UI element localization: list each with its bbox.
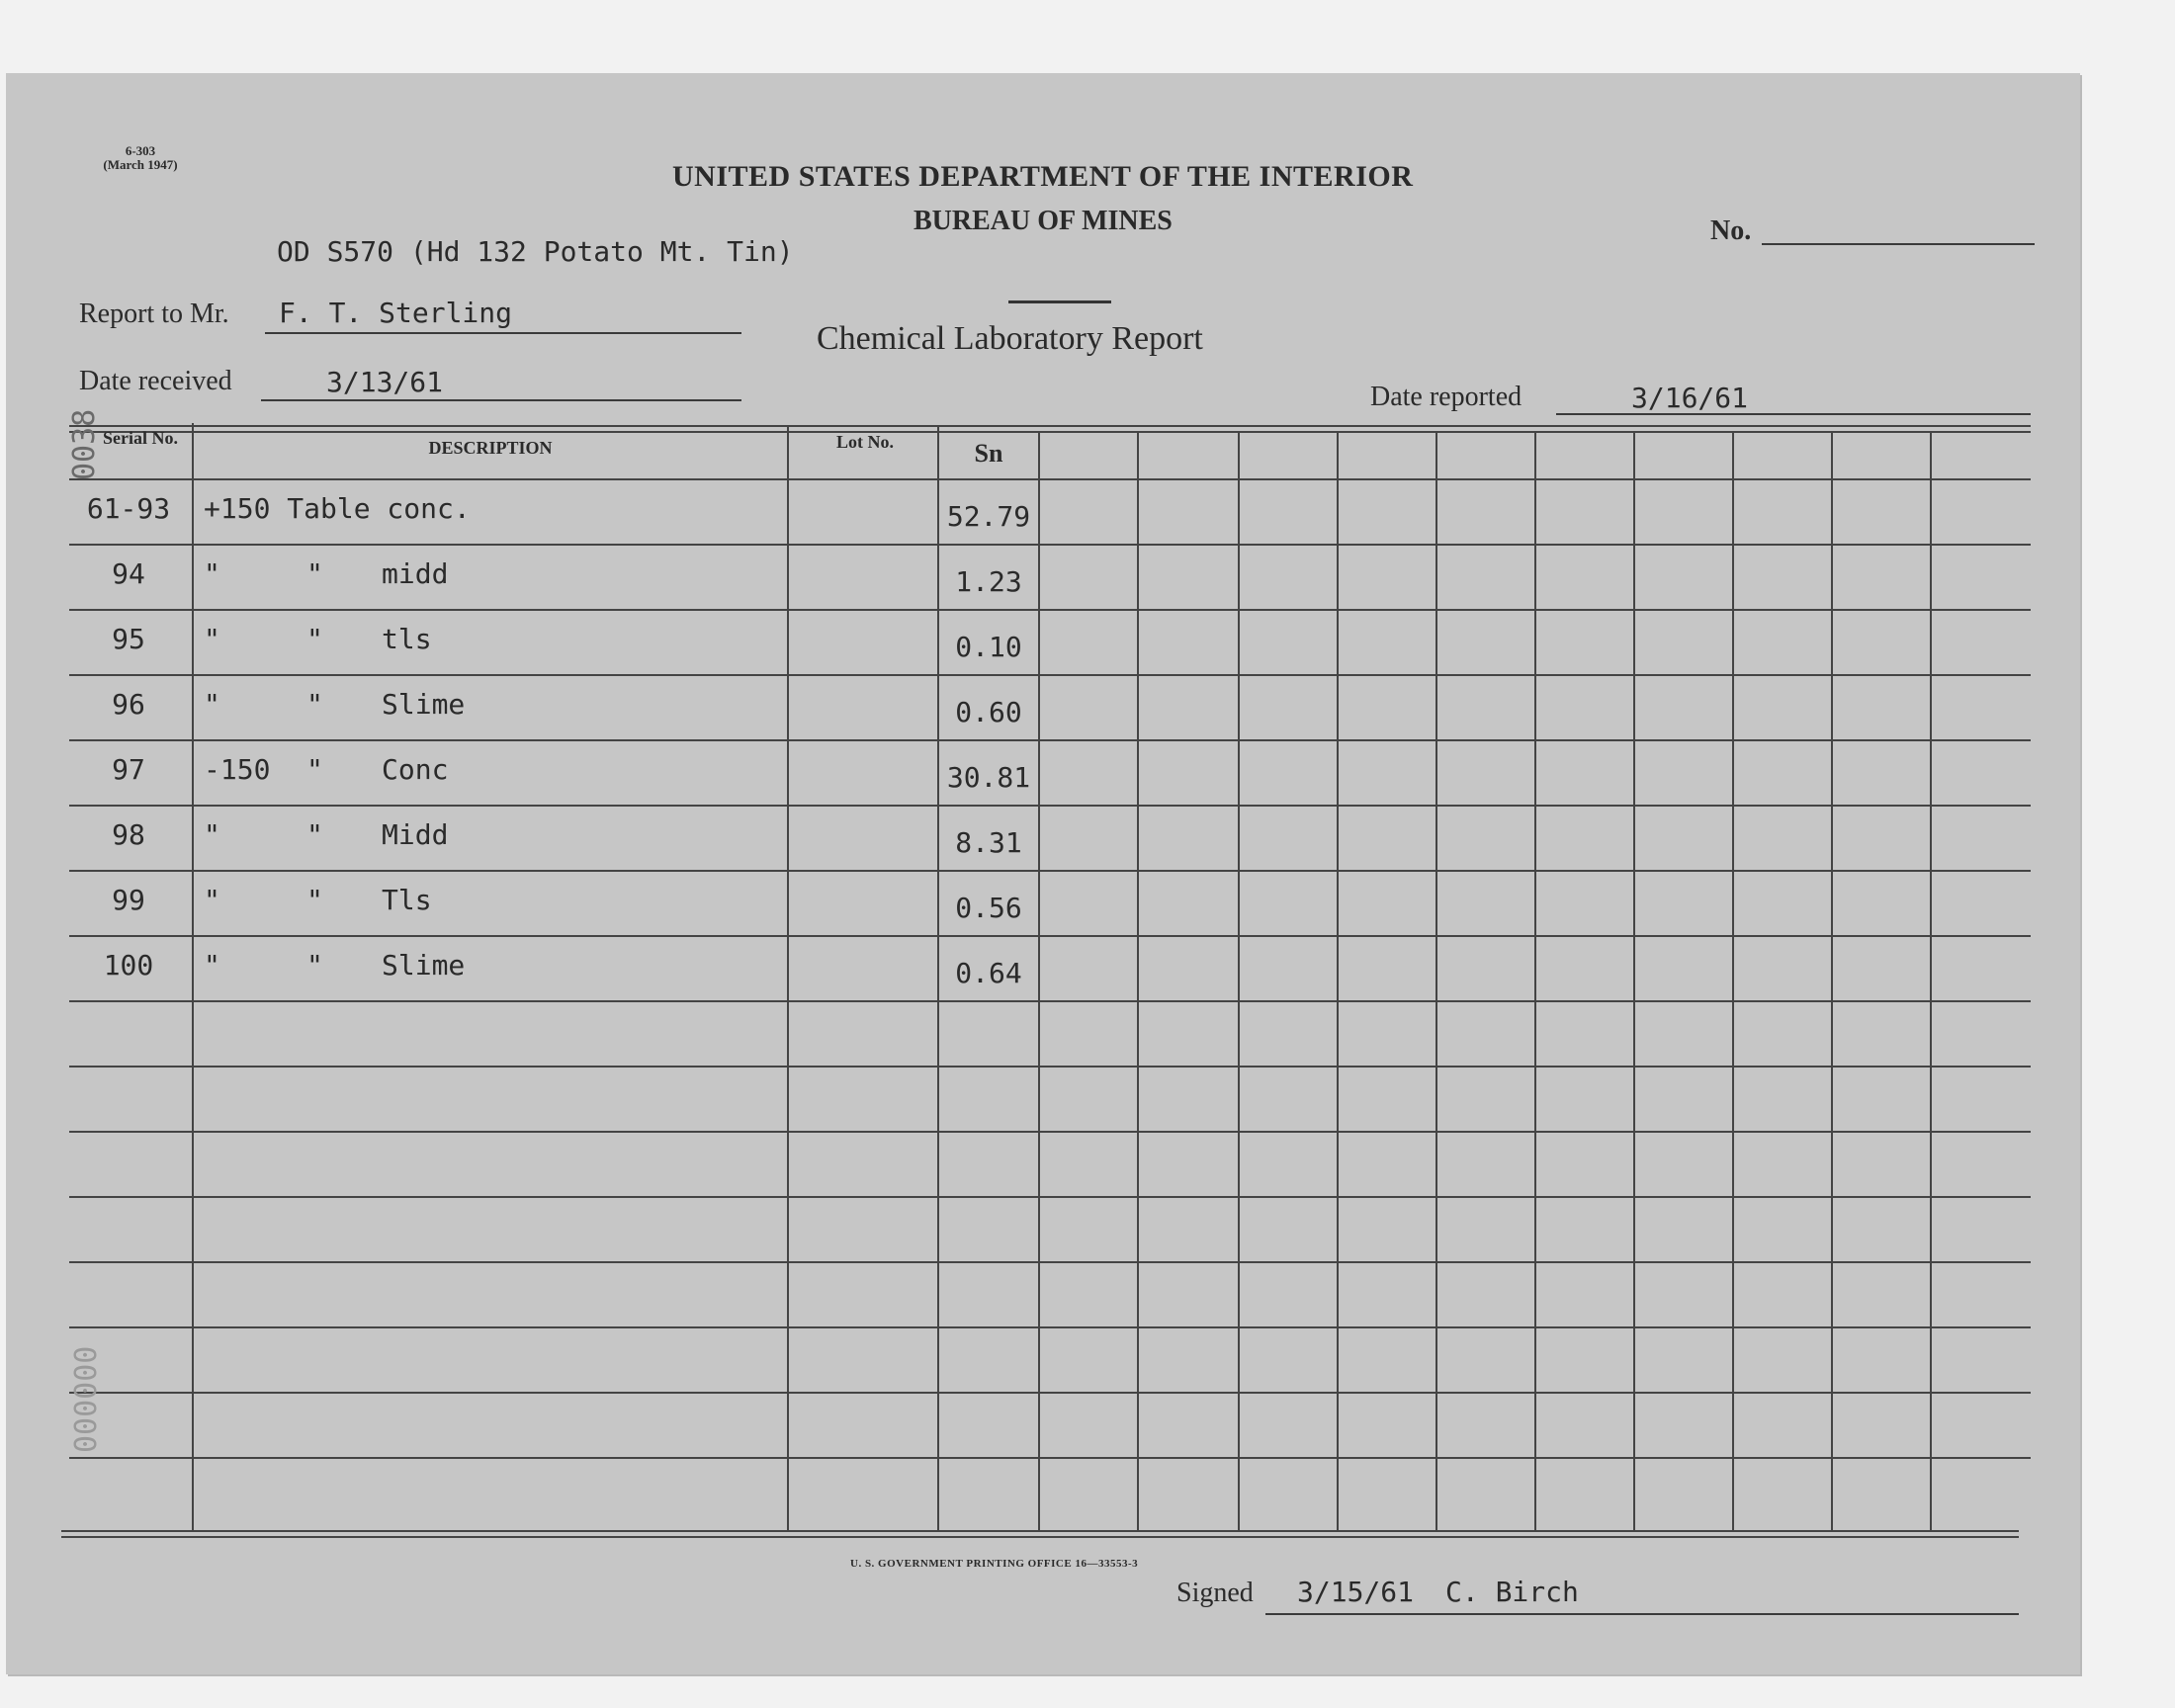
description-cell-b: " (306, 818, 323, 851)
signed-line (1265, 1613, 2019, 1615)
margin-stamp-top: 0038 (67, 408, 102, 480)
table-bottom-rule (61, 1530, 2019, 1532)
description-cell-c: Slime (382, 949, 466, 982)
description-cell-a: " (204, 688, 220, 721)
form-number (71, 144, 210, 172)
date-received-line (261, 399, 741, 401)
sn-header: Sn (974, 439, 1003, 468)
table-bottom-rule-2 (61, 1536, 2019, 1538)
row-line (69, 478, 2031, 480)
serial-cell: 97 (112, 753, 145, 786)
serial-cell: 96 (112, 688, 145, 721)
table-top-rule (69, 425, 2031, 427)
description-cell-b: " (306, 753, 323, 786)
row-line (69, 1392, 2031, 1394)
row-line (69, 870, 2031, 872)
description-cell-b: " (306, 623, 323, 655)
department-title: UNITED STATES DEPARTMENT OF THE INTERIOR (672, 160, 1414, 193)
col-line (1732, 431, 1734, 1532)
col-line (1930, 431, 1932, 1532)
sn-cell: 0.56 (955, 892, 1022, 924)
description-cell-b: " (306, 884, 323, 916)
row-line (69, 674, 2031, 676)
row-line (69, 1131, 2031, 1133)
col-line (192, 423, 194, 1532)
col-line (1038, 431, 1040, 1532)
report-to-value: F. T. Sterling (279, 297, 513, 329)
description-cell-b: " (306, 688, 323, 721)
serial-cell: 94 (112, 557, 145, 590)
col-line (1831, 431, 1833, 1532)
description-cell-c: Tls (382, 884, 432, 916)
lot-no-header: Lot No. (836, 432, 894, 452)
description-cell-a: " (204, 884, 220, 916)
report-title: Chemical Laboratory Report (817, 320, 1203, 357)
description-cell-c: Slime (382, 688, 466, 721)
margin-stamp-bottom: 000000 (69, 1345, 104, 1453)
serial-cell: 95 (112, 623, 145, 655)
number-label: No. (1710, 215, 1752, 246)
date-reported-line (1556, 413, 2031, 415)
description-cell-c: Conc (382, 753, 449, 786)
row-line (69, 805, 2031, 807)
report-to-line (265, 332, 741, 334)
reference-line: OD S570 (Hd 132 Potato Mt. Tin) (277, 235, 794, 268)
form-number-code: 6-303 (125, 143, 156, 158)
row-line (69, 935, 2031, 937)
description-cell-a: -150 (204, 753, 271, 786)
col-line (1238, 431, 1240, 1532)
serial-cell: 98 (112, 818, 145, 851)
sn-cell: 1.23 (955, 565, 1022, 598)
description-header: DESCRIPTION (428, 438, 553, 458)
col-line (787, 427, 789, 1532)
serial-cell: 100 (103, 949, 154, 982)
row-line (69, 1000, 2031, 1002)
date-received-value: 3/13/61 (326, 366, 444, 398)
signed-date: 3/15/61 (1297, 1576, 1415, 1608)
serial-cell: 61-93 (86, 492, 171, 525)
sn-cell: 8.31 (955, 826, 1022, 859)
sn-cell: 52.79 (946, 500, 1031, 533)
description-cell-a: " (204, 949, 220, 982)
table-top-rule-2 (69, 431, 2031, 433)
row-line (69, 1196, 2031, 1198)
form-number-edition: (March 1947) (103, 157, 178, 172)
signed-name: C. Birch (1445, 1576, 1579, 1608)
description-cell-b: " (306, 949, 323, 982)
date-reported-value: 3/16/61 (1631, 382, 1749, 414)
description-cell-a: " (204, 818, 220, 851)
row-line (69, 609, 2031, 611)
title-rule (1008, 300, 1111, 303)
col-line (1534, 431, 1536, 1532)
description-cell-a: " (204, 557, 220, 590)
description-cell-c: tls (382, 623, 432, 655)
row-line (69, 1261, 2031, 1263)
date-received-label: Date received (79, 366, 232, 396)
sn-cell: 0.10 (955, 631, 1022, 663)
serial-cell: 99 (112, 884, 145, 916)
date-reported-label: Date reported (1370, 382, 1522, 412)
bureau-title: BUREAU OF MINES (914, 206, 1173, 236)
row-line (69, 544, 2031, 546)
description-cell-c: midd (382, 557, 449, 590)
sn-cell: 0.64 (955, 957, 1022, 989)
row-line (69, 1326, 2031, 1328)
col-line (1337, 431, 1339, 1532)
report-to-label: Report to Mr. (79, 299, 229, 329)
col-line (1137, 431, 1139, 1532)
sn-cell: 30.81 (946, 761, 1031, 794)
description-cell: +150 Table conc. (204, 492, 471, 525)
description-cell-b: " (306, 557, 323, 590)
printer-credit: U. S. GOVERNMENT PRINTING OFFICE 16—33553-3 (850, 1558, 1139, 1570)
sn-cell: 0.60 (955, 696, 1022, 728)
col-line (1436, 431, 1437, 1532)
serial-no-header: Serial No. (103, 428, 178, 448)
number-field-line (1762, 243, 2035, 245)
row-line (69, 1066, 2031, 1068)
description-cell-c: Midd (382, 818, 449, 851)
row-line (69, 1457, 2031, 1459)
row-line (69, 739, 2031, 741)
description-cell-a: " (204, 623, 220, 655)
col-line (1633, 431, 1635, 1532)
signed-label: Signed (1176, 1578, 1254, 1608)
